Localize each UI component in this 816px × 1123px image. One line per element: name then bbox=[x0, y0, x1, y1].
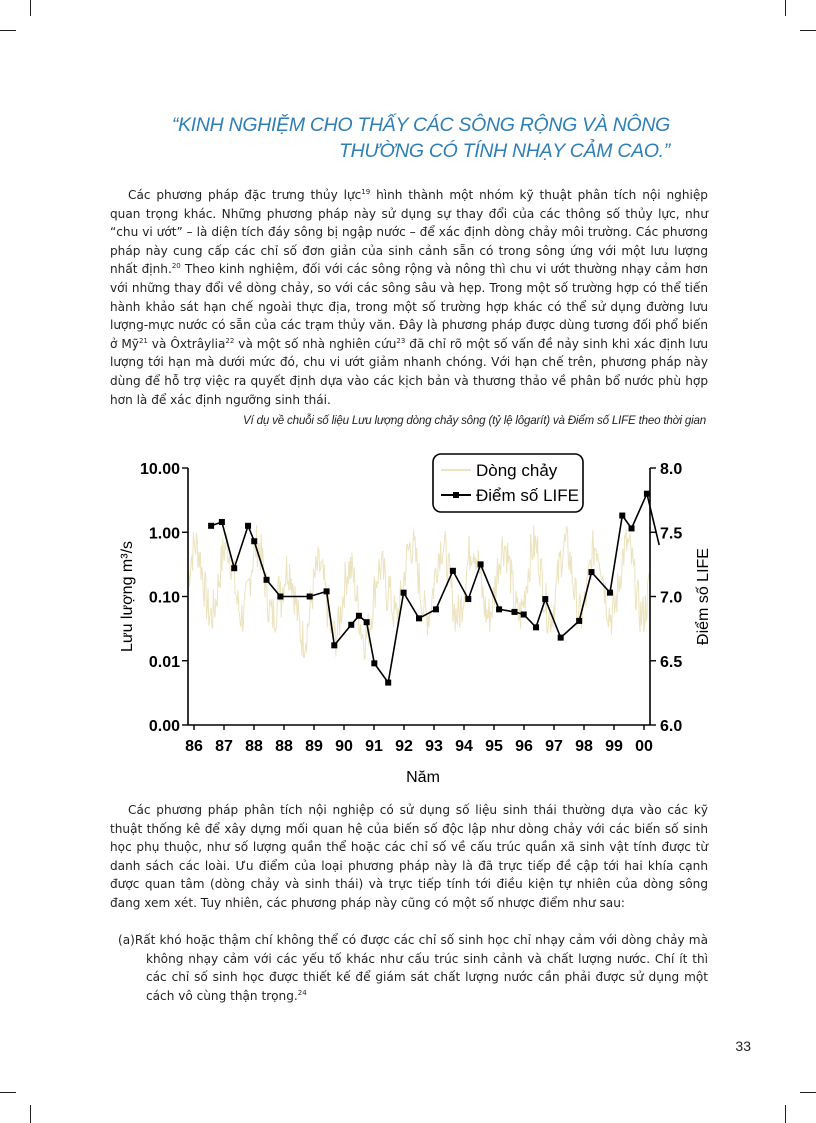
life-point bbox=[416, 615, 422, 621]
life-point bbox=[324, 588, 330, 594]
legend-life-marker bbox=[453, 492, 459, 498]
life-point bbox=[558, 635, 564, 641]
life-point bbox=[277, 594, 283, 600]
x-tick-label: 93 bbox=[425, 738, 443, 755]
footnote-ref-19: 19 bbox=[361, 187, 371, 196]
life-point bbox=[629, 525, 635, 531]
y-right-tick-label: 6.0 bbox=[660, 718, 683, 735]
x-tick-label: 89 bbox=[305, 738, 323, 755]
life-point bbox=[264, 577, 270, 583]
life-point bbox=[450, 568, 456, 574]
flow-line bbox=[188, 525, 650, 659]
x-tick-label: 86 bbox=[185, 738, 203, 755]
para1-text-3: Theo kinh nghiệm, đối với các sông rộng và nông thì chu vi ướt thường nhạy cảm hơn với những thay đổi về dòng chảy, so với các sông sâu và hẹp. Trong một số trường hợp có thể tiến hành khảo sát hạn chế ngoài thực địa, trong một số trường hợp khác có thể sử dụng đường lưu lượng-mực nước có sẵn của các trạm thủy văn. Đây là phương pháp được dùng tương đối phổ biến ở Mỹ bbox=[110, 262, 708, 351]
life-point bbox=[619, 513, 625, 519]
life-point bbox=[576, 618, 582, 624]
footnote-ref-20: 20 bbox=[171, 262, 181, 271]
paragraph-ecological-methods: Các phương pháp phân tích nội nghiệp có sử dụng số liệu sinh thái thường dựa vào các kỹ thuật thống kê để xây dựng mối quan hệ của biến số độc lập như dòng chảy với các biến số sinh học phụ thuộc, như số lượng quần thể hoặc các chỉ số về cấu trúc quần xã sinh vật tính được từ danh sách các loài. Ưu điểm của loại phương pháp này là đã trực tiếp đề cập tới hai khía cạnh được quan tâm (dòng chảy và sinh thái) và trực tiếp tính tới điều kiện tự nhiên của dòng sông đang xem xét. Tuy nhiên, các phương pháp này cũng có một số nhược điểm như sau: bbox=[110, 803, 708, 910]
flow-life-chart bbox=[110, 448, 710, 798]
list-item-a-text: Rất khó hoặc thậm chí không thể có được các chỉ số sinh học chỉ nhạy cảm với dòng chảy mà không nhạy cảm với các yếu tố khác như cấu trúc sinh cảnh và chất lượng nước. Chí ít thì các chỉ số sinh học được thiết kế để giám sát chất lượng nước cần phải được sử dụng một cách vô cùng thận trọng. bbox=[134, 933, 708, 1003]
x-tick-label: 88 bbox=[275, 738, 293, 755]
life-point bbox=[245, 523, 251, 529]
y-right-tick-label: 6.5 bbox=[660, 653, 683, 671]
y-left-tick-label: 0.00 bbox=[148, 718, 180, 735]
para1-text-6: đã chỉ rõ một số vấn đề nảy sinh khi xác định lưu lượng tới hạn mà dưới mức đó, chu vi ướt giảm nhanh chóng. Với hạn chế trên, phương pháp này dùng để hỗ trợ việc ra quyết định dựa vào các kịch bản và thương thảo về phân bổ nước phù hợp hơn là để xác định ngưỡng sinh thái. bbox=[110, 336, 708, 407]
life-point bbox=[231, 565, 237, 571]
x-tick-label: 91 bbox=[365, 738, 383, 755]
y-axis-left-label: Lưu lượng m³/s bbox=[119, 540, 136, 653]
x-tick-label: 95 bbox=[485, 738, 503, 755]
y-left-tick-label: 10.00 bbox=[139, 461, 180, 478]
para1-text-1: Các phương pháp đặc trưng thủy lực bbox=[128, 188, 362, 202]
crop-mark bbox=[30, 1105, 31, 1123]
para1-text-4: và Ôxtrâylia bbox=[147, 336, 226, 351]
y-left-tick-label: 1.00 bbox=[148, 525, 180, 543]
crop-mark bbox=[800, 30, 816, 31]
x-tick-label: 98 bbox=[575, 738, 593, 755]
life-point bbox=[521, 611, 527, 617]
footnote-ref-24: 24 bbox=[297, 988, 307, 997]
life-point bbox=[364, 619, 370, 625]
life-point bbox=[331, 642, 337, 648]
x-tick-label: 94 bbox=[455, 738, 473, 755]
y-axis-right-label: Điểm số LIFE bbox=[695, 548, 712, 645]
crop-mark bbox=[30, 0, 31, 16]
y-right-tick-label: 8.0 bbox=[660, 461, 683, 478]
life-point bbox=[401, 590, 407, 596]
footnote-ref-21: 21 bbox=[138, 336, 148, 345]
crop-mark bbox=[0, 1092, 16, 1093]
y-right-tick-label: 7.5 bbox=[660, 525, 683, 543]
life-point bbox=[607, 590, 613, 596]
x-tick-label: 88 bbox=[245, 738, 263, 755]
para1-text-5: và một số nhà nghiên cứu bbox=[234, 336, 397, 351]
flow-series bbox=[188, 525, 650, 659]
x-tick-label: 96 bbox=[515, 738, 533, 755]
legend-flow-label: Dòng chảy bbox=[476, 461, 558, 480]
y-left-tick-label: 0.10 bbox=[148, 589, 180, 607]
x-axis-label: Năm bbox=[406, 769, 440, 786]
pull-quote-line-2: THƯỜNG CÓ TÍNH NHẠY CẢM CAO.” bbox=[339, 140, 670, 162]
life-point bbox=[433, 606, 439, 612]
chart-legend bbox=[433, 454, 583, 512]
life-point bbox=[208, 523, 214, 529]
pull-quote bbox=[150, 112, 670, 164]
footnote-ref-23: 23 bbox=[396, 336, 406, 345]
life-point bbox=[465, 596, 471, 602]
page-number: 33 bbox=[735, 1038, 751, 1054]
x-tick-label: 99 bbox=[605, 738, 623, 755]
life-point bbox=[385, 680, 391, 686]
y-right-tick-label: 7.0 bbox=[660, 589, 683, 607]
life-line bbox=[211, 494, 659, 683]
footnote-ref-22: 22 bbox=[225, 336, 235, 345]
x-tick-label: 87 bbox=[215, 738, 233, 755]
life-point bbox=[511, 609, 517, 615]
paragraph-hydraulic-methods bbox=[110, 186, 708, 409]
life-point bbox=[356, 613, 362, 619]
life-point bbox=[307, 594, 313, 600]
life-point bbox=[371, 660, 377, 666]
life-point bbox=[644, 491, 650, 497]
life-point bbox=[588, 569, 594, 575]
x-tick-label: 90 bbox=[335, 738, 353, 755]
chart-tick-labels bbox=[119, 461, 712, 786]
list-item-a bbox=[118, 931, 708, 1005]
crop-mark bbox=[785, 0, 786, 16]
legend-life-label: Điểm số LIFE bbox=[476, 486, 579, 505]
life-point bbox=[533, 624, 539, 630]
x-tick-label: 97 bbox=[545, 738, 563, 755]
y-left-tick-label: 0.01 bbox=[148, 653, 180, 671]
figure-caption: Ví dụ về chuỗi số liệu Lưu lượng dòng chảy sông (tỷ lệ lôgarít) và Điểm số LIFE theo thời gian bbox=[243, 414, 706, 427]
pull-quote-line-1: “KINH NGHIỆM CHO THẤY CÁC SÔNG RỘNG VÀ NÔNG bbox=[171, 114, 670, 136]
list-item-a-label: (a) bbox=[118, 933, 135, 947]
life-point bbox=[251, 538, 257, 544]
life-point bbox=[496, 606, 502, 612]
life-point bbox=[478, 561, 484, 567]
x-tick-label: 92 bbox=[395, 738, 413, 755]
crop-mark bbox=[800, 1092, 816, 1093]
life-point bbox=[348, 622, 354, 628]
para1-text-2: hình thành một nhóm kỹ thuật phân tích nội nghiệp quan trọng khác. Những phương pháp này sử dụng sự thay đổi của các thông số thủy lực, như “chu vi ướt” – là diện tích đáy sông bị ngập nước – để xác định dòng chảy môi trường. Các phương pháp này cung cấp các chỉ số đơn giản của sinh cảnh sẵn có trong sông ứng với một lưu lượng nhất định. bbox=[110, 188, 708, 277]
crop-mark bbox=[0, 30, 16, 31]
life-point bbox=[542, 596, 548, 602]
life-point bbox=[219, 519, 225, 525]
x-tick-label: 00 bbox=[635, 738, 653, 755]
crop-mark bbox=[785, 1105, 786, 1123]
